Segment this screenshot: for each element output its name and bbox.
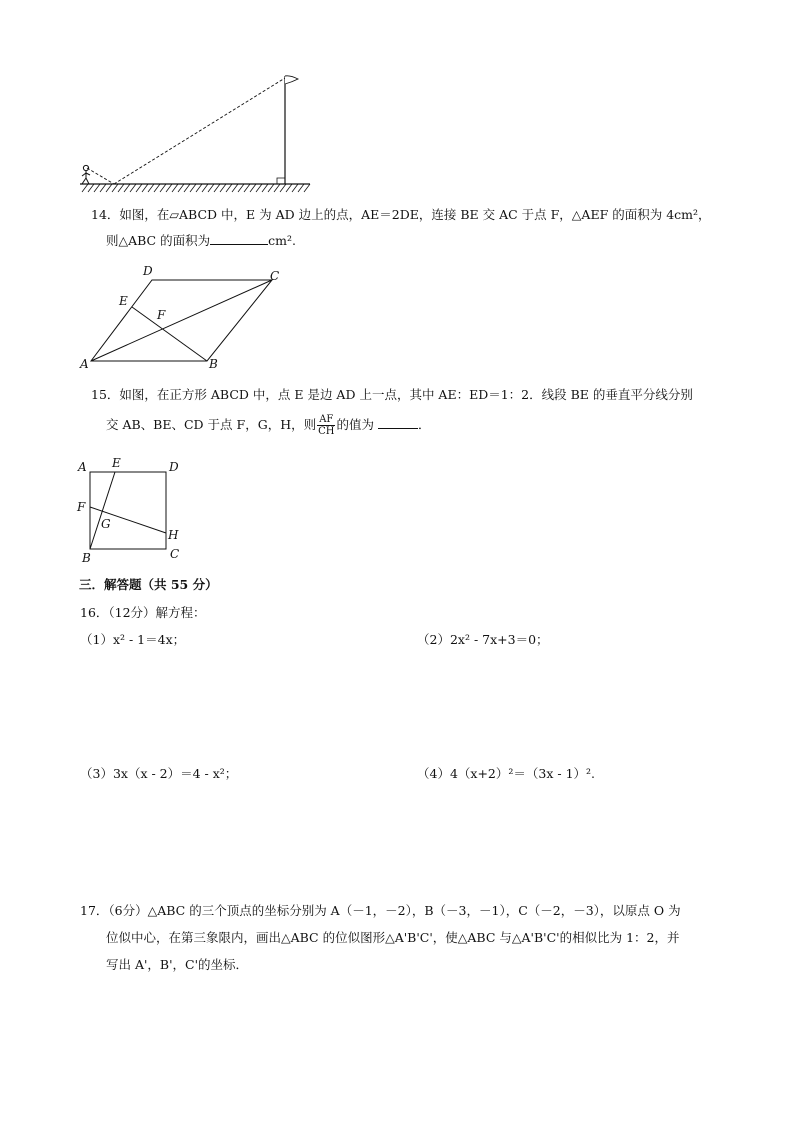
sight-line-short	[87, 168, 114, 184]
label-F: F	[77, 500, 86, 514]
q16-part-2: （2）2x² - 7x+3＝0；	[417, 632, 549, 647]
label-G: G	[101, 517, 111, 531]
label-E: E	[112, 456, 121, 470]
flag	[285, 76, 298, 84]
label-A: A	[80, 357, 89, 371]
q16-part-1: （1）x² - 1＝4x；	[80, 632, 186, 647]
q14-line-2-text: 则△ABC 的面积为	[106, 233, 211, 248]
label-H: H	[168, 528, 179, 542]
q14-unit: cm².	[268, 233, 296, 248]
ground-hatching	[82, 184, 310, 192]
q16-part-3: （3）3x（x - 2）＝4 - x²；	[80, 766, 238, 781]
q17-line-2: 位似中心，在第三象限内，画出△ABC 的位似图形△A'B'C'，使△ABC 与△A'B'C'的相似比为 1：2，并	[106, 930, 680, 945]
label-D: D	[169, 460, 179, 474]
answer-blank-q14[interactable]	[210, 244, 268, 245]
label-E: E	[119, 294, 128, 308]
label-C: C	[270, 269, 280, 283]
q16-part-4: （4）4（x+2）²＝（3x - 1）².	[417, 766, 596, 781]
diagonal-AC	[91, 280, 272, 361]
q14-line-2	[106, 233, 296, 249]
q15-end: ．	[417, 417, 431, 432]
label-B: B	[82, 551, 91, 565]
fraction-numerator: AF	[317, 414, 335, 426]
segment-BE	[132, 307, 207, 361]
q15-line-2	[106, 414, 430, 437]
label-D: D	[143, 264, 153, 278]
label-F: F	[157, 308, 166, 322]
q14-line-1: 14．如图，在▱ABCD 中，E 为 AD 边上的点，AE＝2DE，连接 BE 交 AC 于点 F，△AEF 的面积为 4cm²，	[91, 207, 711, 222]
flagpole-figure	[76, 72, 316, 198]
q15-line-1: 15．如图，在正方形 ABCD 中，点 E 是边 AD 上一点，其中 AE：ED＝1：2．线段 BE 的垂直平分线分别	[91, 387, 693, 402]
q17-line-3: 写出 A'，B'，C'的坐标．	[106, 957, 249, 972]
right-angle-mark	[277, 178, 285, 184]
person-figure	[82, 165, 90, 184]
answer-blank-q15[interactable]	[378, 428, 418, 429]
sight-line-long	[114, 78, 285, 184]
parallelogram-figure	[76, 262, 286, 374]
q16-title: 16．（12分）解方程：	[80, 605, 206, 620]
square-figure	[74, 452, 186, 568]
q15-line-2-text: 交 AB、BE、CD 于点 F，G，H，则	[106, 417, 317, 432]
q17-line-1: 17．（6分）△ABC 的三个顶点的坐标分别为 A（－1，－2），B（－3，－1），C（－2，－3），以原点 O 为	[80, 903, 681, 918]
q15-line-2-post: 的值为	[336, 417, 374, 432]
label-A: A	[78, 460, 87, 474]
label-B: B	[209, 357, 218, 371]
label-C: C	[170, 547, 180, 561]
fraction-af-ch	[317, 414, 335, 437]
section-heading: 三．解答题（共 55 分）	[79, 577, 218, 592]
fraction-denominator: CH	[318, 426, 335, 437]
segment-BE	[90, 472, 115, 549]
